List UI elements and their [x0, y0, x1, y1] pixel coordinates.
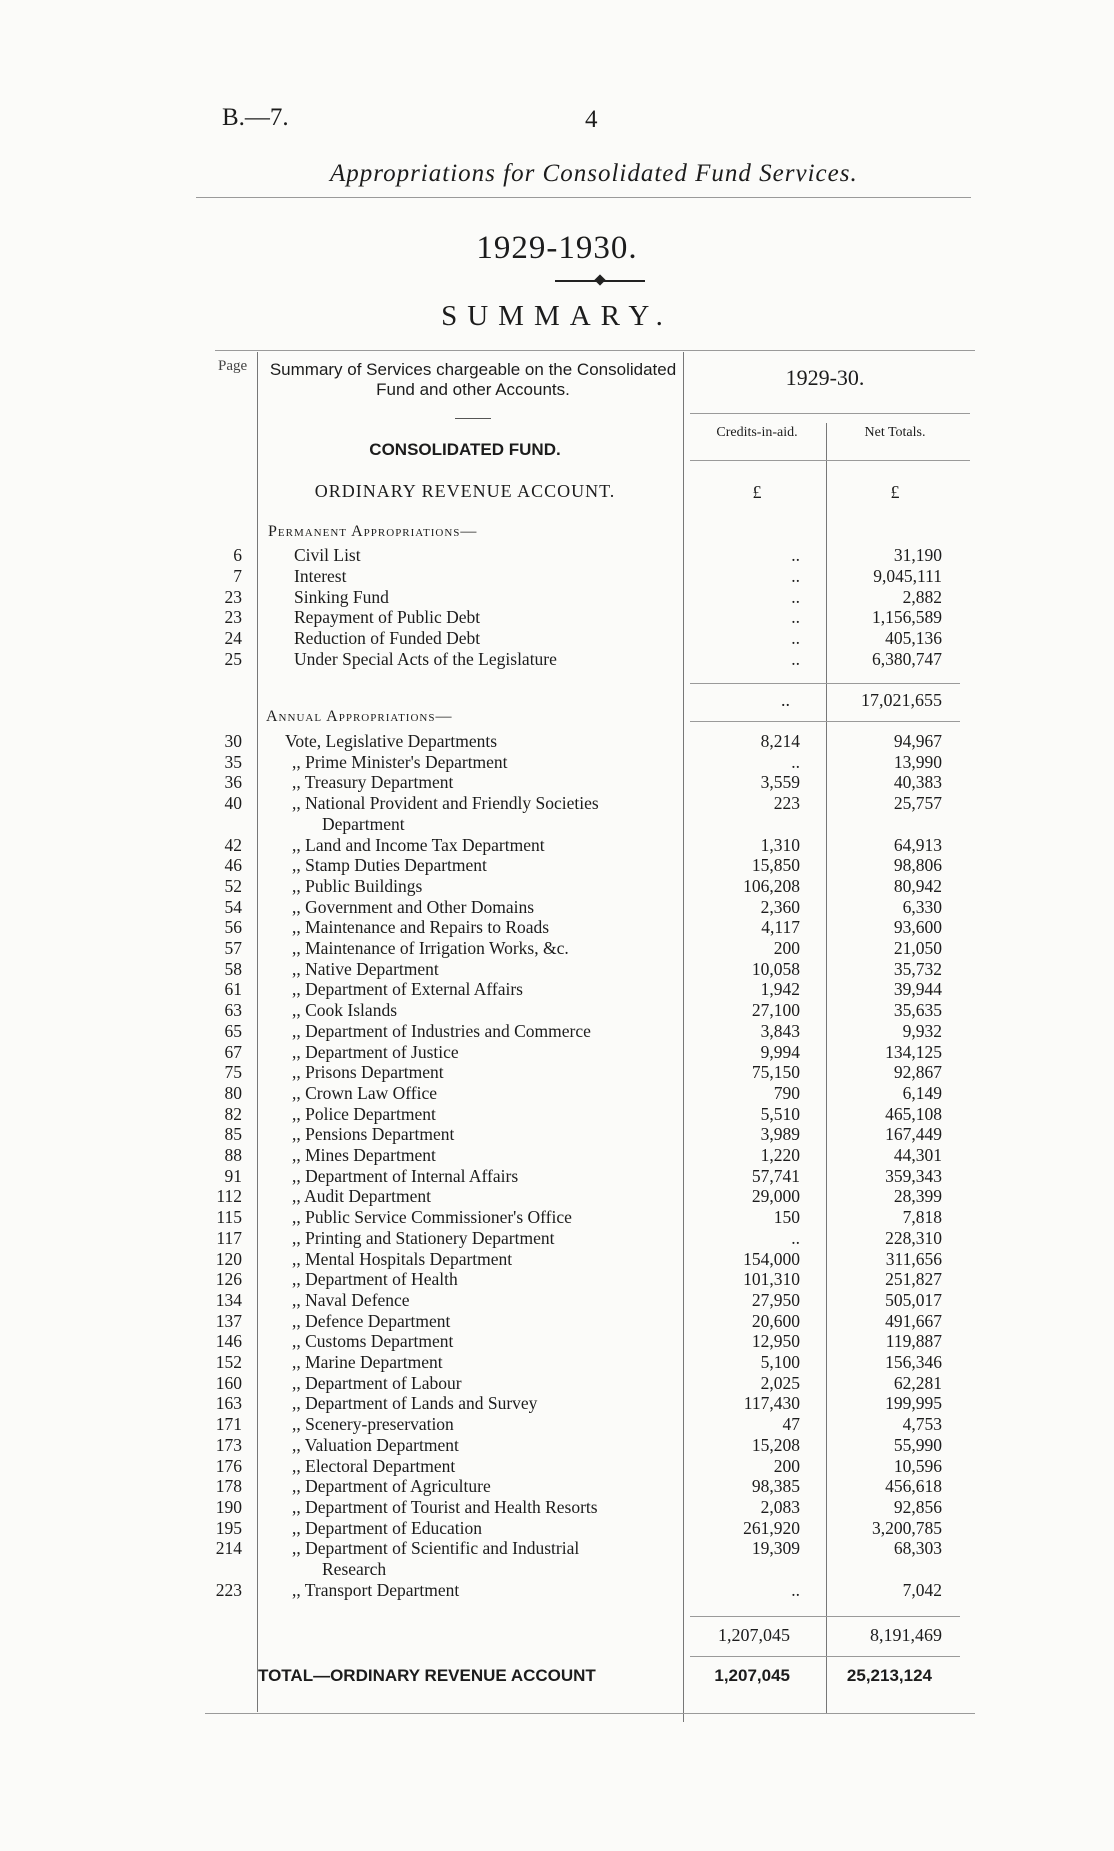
- row-net-total: 119,887: [885, 1331, 942, 1352]
- row-credits-in-aid: 3,843: [760, 1020, 800, 1041]
- table-row: [0, 855, 1114, 876]
- ornament-diamond: [594, 274, 605, 285]
- row-credits-in-aid: 8,214: [760, 731, 800, 751]
- row-credits-in-aid: 200: [773, 938, 800, 958]
- row-description: Vote, Legislative Departments: [285, 731, 498, 751]
- row-description: ,, Department of Justice: [292, 1041, 459, 1062]
- table-row: [0, 1228, 1114, 1249]
- row-credits-in-aid: ..: [791, 751, 800, 772]
- row-page-number: 61: [224, 979, 242, 1000]
- table-row: [0, 1249, 1114, 1270]
- row-page-number: 137: [215, 1310, 242, 1331]
- row-net-total: 62,281: [893, 1372, 942, 1393]
- row-net-total: 10,596: [893, 1455, 942, 1476]
- row-description: ,, Naval Defence: [292, 1289, 410, 1310]
- row-page-number: 24: [224, 628, 242, 649]
- row-page-number: 195: [215, 1517, 242, 1538]
- row-description: Reduction of Funded Debt: [294, 628, 481, 649]
- row-description: ,, Cook Islands: [292, 1000, 397, 1021]
- row-net-total: 505,017: [885, 1289, 942, 1310]
- row-page-number: 152: [215, 1352, 242, 1372]
- row-credits-in-aid: ..: [791, 586, 800, 607]
- row-net-total: 9,045,111: [873, 565, 942, 586]
- row-credits-in-aid: 47: [782, 1414, 800, 1435]
- row-net-total: 35,635: [893, 1000, 942, 1021]
- row-page-number: 178: [215, 1476, 242, 1497]
- row-net-total: 7,042: [902, 1579, 942, 1600]
- row-page-number: 75: [224, 1062, 242, 1083]
- row-net-total: 199,995: [885, 1393, 942, 1414]
- row-net-total: 93,600: [893, 917, 942, 938]
- short-divider: [455, 418, 491, 419]
- row-credits-in-aid: 4,117: [761, 917, 800, 938]
- table-row: [0, 1000, 1114, 1021]
- row-credits-in-aid: 3,989: [760, 1124, 800, 1145]
- annual-subtotal-credits: 1,207,045: [718, 1625, 790, 1645]
- row-net-total: 311,656: [885, 1248, 942, 1269]
- row-description: ,, Defence Department: [292, 1310, 451, 1331]
- row-credits-in-aid: 5,100: [760, 1352, 800, 1372]
- row-description: ,, Land and Income Tax Department: [292, 834, 545, 855]
- row-description: ,, Crown Law Office: [292, 1082, 437, 1103]
- table-row: [0, 959, 1114, 980]
- row-page-number: 36: [224, 772, 242, 793]
- row-page-number: 115: [216, 1207, 242, 1228]
- row-credits-in-aid: 106,208: [743, 875, 800, 896]
- permanent-subtotal-net: 17,021,655: [861, 690, 942, 710]
- table-row: [0, 566, 1114, 587]
- net-currency-symbol: £: [890, 482, 900, 502]
- row-description: ,, Audit Department: [292, 1186, 432, 1207]
- table-row: [0, 1124, 1114, 1145]
- row-credits-in-aid: 15,850: [751, 855, 800, 876]
- row-page-number: 25: [224, 649, 242, 669]
- summary-title: SUMMARY.: [441, 300, 673, 332]
- row-description: ,, Native Department: [292, 958, 439, 979]
- row-net-total: 28,399: [893, 1186, 942, 1207]
- row-page-number: 42: [224, 834, 242, 855]
- table-row: [0, 1373, 1114, 1394]
- row-page-number: 57: [224, 938, 242, 958]
- row-page-number: 88: [224, 1145, 242, 1165]
- row-page-number: 190: [215, 1496, 242, 1517]
- table-row: [0, 938, 1114, 959]
- row-description: ,, Department of Education: [292, 1517, 483, 1538]
- table-row: [0, 587, 1114, 608]
- row-description: Interest: [294, 565, 347, 586]
- row-net-total: 156,346: [885, 1352, 942, 1372]
- table-row: [0, 1104, 1114, 1125]
- row-description: ,, Mental Hospitals Department: [292, 1248, 513, 1269]
- row-net-total: 64,913: [893, 834, 942, 855]
- row-page-number: 6: [233, 545, 242, 565]
- row-credits-in-aid: 9,994: [760, 1041, 800, 1062]
- row-net-total: 68,303: [893, 1538, 942, 1559]
- table-row: [0, 1331, 1114, 1352]
- table-top-rule: [215, 350, 975, 351]
- row-page-number: 85: [224, 1124, 242, 1145]
- row-page-number: 160: [215, 1372, 242, 1393]
- table-row-continuation: [0, 814, 1114, 835]
- row-credits-in-aid: 19,309: [751, 1538, 800, 1559]
- table-row: [0, 793, 1114, 814]
- row-net-total: 6,149: [902, 1082, 942, 1103]
- row-page-number: 23: [224, 607, 242, 628]
- total-credits: 1,207,045: [714, 1666, 790, 1685]
- table-row: [0, 1414, 1114, 1435]
- row-net-total: 55,990: [893, 1434, 942, 1455]
- row-credits-in-aid: ..: [791, 1227, 800, 1248]
- row-page-number: 23: [224, 586, 242, 607]
- row-page-number: 40: [224, 793, 242, 814]
- table-row: [0, 1476, 1114, 1497]
- row-net-total: 44,301: [893, 1145, 942, 1165]
- row-net-total: 456,618: [885, 1476, 942, 1497]
- row-net-total: 31,190: [893, 545, 942, 565]
- row-description: ,, Department of External Affairs: [292, 979, 523, 1000]
- row-description: Sinking Fund: [294, 586, 389, 607]
- document-reference: B.—7.: [222, 104, 289, 131]
- row-credits-in-aid: 150: [773, 1207, 800, 1228]
- row-description: ,, Government and Other Domains: [292, 896, 535, 917]
- row-description-continuation: Department: [322, 813, 405, 834]
- row-net-total: 228,310: [885, 1227, 942, 1248]
- row-credits-in-aid: 223: [773, 793, 800, 814]
- table-row: [0, 917, 1114, 938]
- table-row: [0, 1435, 1114, 1456]
- row-net-total: 6,330: [902, 896, 942, 917]
- row-page-number: 176: [215, 1455, 242, 1476]
- row-net-total: 92,867: [893, 1062, 942, 1083]
- annual-subtotal-under-rule: [690, 1656, 960, 1657]
- row-credits-in-aid: 2,025: [760, 1372, 800, 1393]
- row-credits-in-aid: 75,150: [751, 1062, 800, 1083]
- row-credits-in-aid: 3,559: [760, 772, 800, 793]
- table-row: [0, 1352, 1114, 1373]
- row-description: ,, Maintenance and Repairs to Roads: [292, 917, 550, 938]
- year-under-rule: [690, 413, 970, 414]
- row-page-number: 35: [224, 751, 242, 772]
- row-credits-in-aid: 790: [773, 1082, 800, 1103]
- total-net: 25,213,124: [846, 1666, 932, 1685]
- row-description: ,, Department of Scientific and Industrial: [292, 1538, 580, 1559]
- header-rule: [196, 197, 971, 198]
- table-row: [0, 1042, 1114, 1063]
- row-credits-in-aid: 117,430: [743, 1393, 800, 1414]
- row-credits-in-aid: 10,058: [751, 958, 800, 979]
- table-row: [0, 772, 1114, 793]
- row-net-total: 94,967: [893, 731, 942, 751]
- row-credits-in-aid: 101,310: [743, 1269, 800, 1290]
- row-description: ,, Treasury Department: [292, 772, 454, 793]
- row-description: ,, Marine Department: [292, 1352, 443, 1372]
- row-page-number: 80: [224, 1082, 242, 1103]
- table-row: [0, 1269, 1114, 1290]
- consolidated-fund-heading: CONSOLIDATED FUND.: [369, 440, 561, 459]
- table-row: [0, 1456, 1114, 1477]
- row-description: ,, Department of Industries and Commerce: [292, 1020, 591, 1041]
- row-credits-in-aid: 20,600: [751, 1310, 800, 1331]
- row-description: ,, Public Service Commissioner's Office: [292, 1207, 572, 1228]
- row-page-number: 7: [233, 565, 242, 586]
- table-row: [0, 876, 1114, 897]
- row-credits-in-aid: 1,942: [760, 979, 800, 1000]
- row-net-total: 35,732: [893, 958, 942, 979]
- table-row: [0, 835, 1114, 856]
- permanent-subtotal-under-rule: [690, 721, 960, 722]
- row-net-total: 167,449: [885, 1124, 942, 1145]
- row-credits-in-aid: 154,000: [743, 1248, 800, 1269]
- row-page-number: 223: [215, 1579, 242, 1600]
- row-description: ,, Printing and Stationery Department: [292, 1227, 555, 1248]
- row-description: Repayment of Public Debt: [294, 607, 481, 628]
- row-description: ,, Public Buildings: [292, 875, 423, 896]
- row-description: ,, Prisons Department: [292, 1062, 444, 1083]
- row-page-number: 82: [224, 1103, 242, 1124]
- row-credits-in-aid: 27,950: [751, 1289, 800, 1310]
- table-row: [0, 731, 1114, 752]
- row-page-number: 171: [215, 1414, 242, 1435]
- row-page-number: 30: [224, 731, 242, 751]
- table-row: [0, 1083, 1114, 1104]
- row-credits-in-aid: ..: [791, 565, 800, 586]
- row-net-total: 13,990: [893, 751, 942, 772]
- row-credits-in-aid: 1,220: [760, 1145, 800, 1165]
- year-column-header: 1929-30.: [785, 365, 865, 390]
- row-net-total: 405,136: [885, 628, 942, 649]
- row-net-total: 2,882: [902, 586, 942, 607]
- row-description: ,, National Provident and Friendly Societies: [292, 793, 599, 814]
- row-credits-in-aid: ..: [791, 607, 800, 628]
- row-description: ,, Department of Agriculture: [292, 1476, 491, 1497]
- row-credits-in-aid: 29,000: [751, 1186, 800, 1207]
- page-column-header: Page: [218, 358, 248, 374]
- permanent-subtotal-rule: [690, 683, 960, 684]
- year-title: 1929-1930.: [476, 230, 638, 266]
- row-description: ,, Department of Health: [292, 1269, 458, 1290]
- row-credits-in-aid: ..: [791, 1579, 800, 1600]
- column-header-rule: [690, 460, 970, 461]
- table-row: [0, 1580, 1114, 1601]
- table-bottom-rule: [205, 1713, 975, 1714]
- row-page-number: 126: [215, 1269, 242, 1290]
- table-row: [0, 1290, 1114, 1311]
- row-description: ,, Department of Tourist and Health Resorts: [292, 1496, 598, 1517]
- credits-column-header: Credits-in-aid.: [716, 425, 798, 440]
- table-row: [0, 897, 1114, 918]
- row-page-number: 134: [215, 1289, 242, 1310]
- row-page-number: 173: [215, 1434, 242, 1455]
- row-credits-in-aid: 57,741: [751, 1165, 800, 1186]
- row-description: ,, Police Department: [292, 1103, 436, 1124]
- annual-appropriations-heading: Annual Appropriations—: [266, 708, 453, 725]
- row-net-total: 4,753: [902, 1414, 942, 1435]
- row-net-total: 21,050: [893, 938, 942, 958]
- annual-subtotal-rule: [690, 1616, 960, 1617]
- permanent-subtotal-credits: ..: [781, 690, 790, 710]
- row-description: ,, Electoral Department: [292, 1455, 456, 1476]
- table-row: [0, 628, 1114, 649]
- table-row: [0, 1145, 1114, 1166]
- row-description: ,, Stamp Duties Department: [292, 855, 487, 876]
- row-page-number: 56: [224, 917, 242, 938]
- table-row: [0, 1207, 1114, 1228]
- annual-subtotal-net: 8,191,469: [870, 1625, 942, 1645]
- row-description: ,, Customs Department: [292, 1331, 454, 1352]
- row-net-total: 465,108: [885, 1103, 942, 1124]
- row-description: ,, Department of Lands and Survey: [292, 1393, 538, 1414]
- row-credits-in-aid: ..: [791, 649, 800, 669]
- row-description: Under Special Acts of the Legislature: [294, 649, 557, 669]
- table-row: [0, 649, 1114, 670]
- row-description: ,, Scenery-preservation: [292, 1414, 454, 1435]
- row-page-number: 112: [216, 1186, 242, 1207]
- table-row: [0, 1518, 1114, 1539]
- table-row: [0, 1166, 1114, 1187]
- table-row: [0, 545, 1114, 566]
- row-net-total: 25,757: [893, 793, 942, 814]
- credits-currency-symbol: £: [752, 482, 762, 502]
- table-row: [0, 1021, 1114, 1042]
- net-column-header: Net Totals.: [864, 425, 926, 440]
- table-row-continuation: [0, 1559, 1114, 1580]
- row-credits-in-aid: 12,950: [751, 1331, 800, 1352]
- row-page-number: 67: [224, 1041, 242, 1062]
- row-net-total: 40,383: [893, 772, 942, 793]
- row-net-total: 98,806: [893, 855, 942, 876]
- row-credits-in-aid: 2,360: [760, 896, 800, 917]
- row-credits-in-aid: 1,310: [760, 834, 800, 855]
- row-net-total: 3,200,785: [872, 1517, 942, 1538]
- row-page-number: 117: [216, 1227, 242, 1248]
- row-page-number: 54: [224, 896, 242, 917]
- table-row: [0, 979, 1114, 1000]
- table-row: [0, 1538, 1114, 1559]
- page-title: Appropriations for Consolidated Fund Services.: [330, 160, 858, 187]
- description-column-header: Summary of Services chargeable on the Consolidated Fund and other Accounts.: [269, 360, 677, 399]
- row-net-total: 359,343: [885, 1165, 942, 1186]
- row-credits-in-aid: ..: [791, 628, 800, 649]
- row-page-number: 214: [215, 1538, 242, 1559]
- row-description: ,, Valuation Department: [292, 1434, 459, 1455]
- row-credits-in-aid: 15,208: [751, 1434, 800, 1455]
- total-label: TOTAL—ORDINARY REVENUE ACCOUNT: [258, 1666, 596, 1685]
- row-net-total: 134,125: [885, 1041, 942, 1062]
- row-page-number: 65: [224, 1020, 242, 1041]
- row-description: ,, Prime Minister's Department: [292, 751, 508, 772]
- row-page-number: 63: [224, 1000, 242, 1021]
- row-net-total: 39,944: [893, 979, 942, 1000]
- row-description: ,, Pensions Department: [292, 1124, 455, 1145]
- row-credits-in-aid: ..: [791, 545, 800, 565]
- table-row: [0, 1311, 1114, 1332]
- permanent-appropriations-heading: Permanent Appropriations—: [268, 523, 478, 540]
- row-net-total: 9,932: [902, 1020, 942, 1041]
- row-credits-in-aid: 261,920: [743, 1517, 800, 1538]
- page-number: 4: [585, 106, 598, 133]
- row-description: ,, Maintenance of Irrigation Works, &c.: [292, 938, 569, 958]
- row-page-number: 52: [224, 875, 242, 896]
- row-page-number: 120: [215, 1248, 242, 1269]
- table-row: [0, 752, 1114, 773]
- row-description: Civil List: [294, 545, 361, 565]
- row-page-number: 58: [224, 958, 242, 979]
- table-row: [0, 1497, 1114, 1518]
- row-description: ,, Mines Department: [292, 1145, 436, 1165]
- row-net-total: 7,818: [902, 1207, 942, 1228]
- ordinary-revenue-heading: ORDINARY REVENUE ACCOUNT.: [314, 481, 616, 501]
- table-row: [0, 1062, 1114, 1083]
- row-page-number: 146: [215, 1331, 242, 1352]
- row-credits-in-aid: 5,510: [760, 1103, 800, 1124]
- row-credits-in-aid: 2,083: [760, 1496, 800, 1517]
- table-row: [0, 1393, 1114, 1414]
- table-row: [0, 1186, 1114, 1207]
- row-credits-in-aid: 27,100: [751, 1000, 800, 1021]
- row-description: ,, Transport Department: [292, 1579, 460, 1600]
- row-net-total: 6,380,747: [872, 649, 942, 669]
- row-net-total: 1,156,589: [872, 607, 942, 628]
- row-page-number: 163: [215, 1393, 242, 1414]
- row-net-total: 491,667: [885, 1310, 942, 1331]
- row-net-total: 92,856: [893, 1496, 942, 1517]
- row-credits-in-aid: 98,385: [751, 1476, 800, 1497]
- row-description: ,, Department of Labour: [292, 1372, 462, 1393]
- row-net-total: 80,942: [893, 875, 942, 896]
- row-page-number: 46: [224, 855, 242, 876]
- row-description: ,, Department of Internal Affairs: [292, 1165, 519, 1186]
- row-net-total: 251,827: [885, 1269, 942, 1290]
- row-description-continuation: Research: [322, 1559, 387, 1579]
- row-page-number: 91: [224, 1165, 242, 1186]
- table-row: [0, 607, 1114, 628]
- row-credits-in-aid: 200: [773, 1455, 800, 1476]
